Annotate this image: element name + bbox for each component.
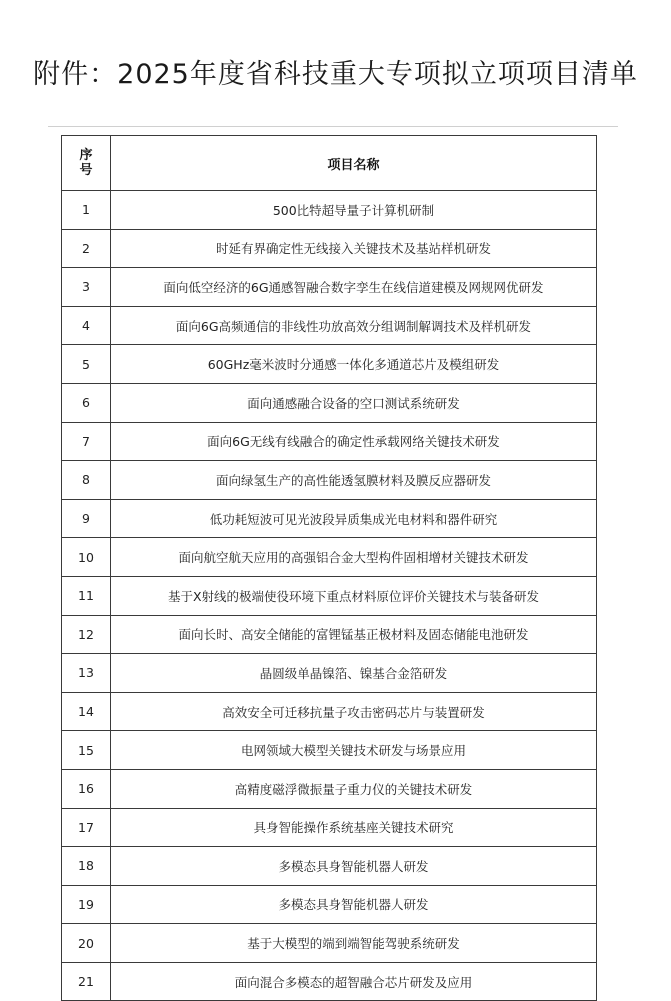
table-row: [62, 461, 597, 500]
project-name: 面向通感融合设备的空口测试系统研发: [111, 383, 597, 422]
table-row: [62, 538, 597, 577]
project-name: 基于X射线的极端使役环境下重点材料原位评价关键技术与装备研发: [111, 576, 597, 615]
header-seq-line1: 序: [79, 148, 93, 163]
table-row: [62, 692, 597, 731]
row-number: 20: [62, 924, 111, 963]
table-row: [62, 268, 597, 307]
project-name: 面向6G无线有线融合的确定性承载网络关键技术研发: [111, 422, 597, 461]
row-number: 9: [62, 499, 111, 538]
project-name: 60GHz毫米波时分通感一体化多通道芯片及模组研发: [111, 345, 597, 384]
header-seq-line2: 号: [79, 163, 93, 178]
row-number: 18: [62, 847, 111, 886]
table-row: [62, 422, 597, 461]
project-name: 多模态具身智能机器人研发: [111, 847, 597, 886]
table-row: [62, 924, 597, 963]
table-row: [62, 885, 597, 924]
table-row: [62, 306, 597, 345]
page-title: 附件：2025年度省科技重大专项拟立项项目清单: [33, 59, 638, 90]
project-name: 500比特超导量子计算机研制: [111, 191, 597, 230]
table-row: [62, 383, 597, 422]
project-name: 晶圆级单晶镍箔、镍基合金箔研发: [111, 654, 597, 693]
table-row: [62, 808, 597, 847]
row-number: 10: [62, 538, 111, 577]
header-name: 项目名称: [111, 136, 597, 191]
table-row: [62, 229, 597, 268]
table-header-row: [62, 136, 597, 191]
project-name: 高效安全可迁移抗量子攻击密码芯片与装置研发: [111, 692, 597, 731]
divider: [48, 126, 618, 127]
row-number: 3: [62, 268, 111, 307]
row-number: 1: [62, 191, 111, 230]
table-row: [62, 769, 597, 808]
row-number: 5: [62, 345, 111, 384]
row-number: 21: [62, 962, 111, 1001]
project-table: [61, 135, 597, 1001]
project-name: 面向低空经济的6G通感智融合数字孪生在线信道建模及网规网优研发: [111, 268, 597, 307]
row-number: 7: [62, 422, 111, 461]
header-seq: [62, 136, 111, 191]
row-number: 15: [62, 731, 111, 770]
row-number: 16: [62, 769, 111, 808]
row-number: 11: [62, 576, 111, 615]
table-row: [62, 576, 597, 615]
project-name: 基于大模型的端到端智能驾驶系统研发: [111, 924, 597, 963]
project-name: 面向航空航天应用的高强铝合金大型构件固相增材关键技术研发: [111, 538, 597, 577]
row-number: 6: [62, 383, 111, 422]
project-name: 面向混合多模态的超智融合芯片研发及应用: [111, 962, 597, 1001]
table-row: [62, 345, 597, 384]
project-name: 时延有界确定性无线接入关键技术及基站样机研发: [111, 229, 597, 268]
project-name: 电网领域大模型关键技术研发与场景应用: [111, 731, 597, 770]
row-number: 4: [62, 306, 111, 345]
project-name: 多模态具身智能机器人研发: [111, 885, 597, 924]
table-row: [62, 731, 597, 770]
row-number: 12: [62, 615, 111, 654]
row-number: 14: [62, 692, 111, 731]
table-row: [62, 962, 597, 1001]
project-name: 低功耗短波可见光波段异质集成光电材料和器件研究: [111, 499, 597, 538]
table-row: [62, 499, 597, 538]
project-name: 面向长时、高安全储能的富锂锰基正极材料及固态储能电池研发: [111, 615, 597, 654]
row-number: 2: [62, 229, 111, 268]
row-number: 13: [62, 654, 111, 693]
table-row: [62, 654, 597, 693]
table-row: [62, 191, 597, 230]
table-row: [62, 615, 597, 654]
project-name: 高精度磁浮微振量子重力仪的关键技术研发: [111, 769, 597, 808]
project-name: 面向绿氢生产的高性能透氢膜材料及膜反应器研发: [111, 461, 597, 500]
row-number: 8: [62, 461, 111, 500]
table-row: [62, 847, 597, 886]
project-name: 面向6G高频通信的非线性功放高效分组调制解调技术及样机研发: [111, 306, 597, 345]
row-number: 19: [62, 885, 111, 924]
project-name: 具身智能操作系统基座关键技术研究: [111, 808, 597, 847]
row-number: 17: [62, 808, 111, 847]
